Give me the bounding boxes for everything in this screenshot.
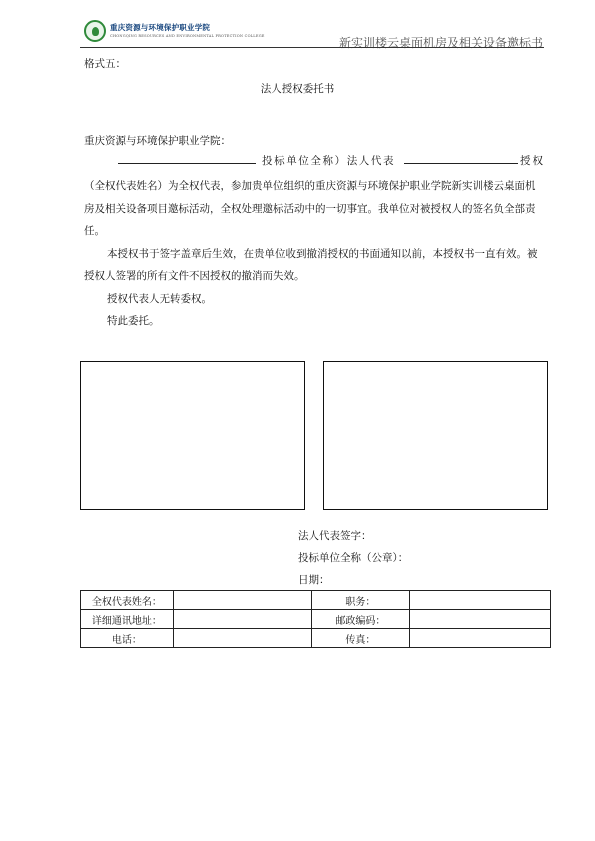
- authorization-line1-text: 投标单位全称）法人代表: [262, 155, 396, 167]
- representative-info-table: [80, 590, 551, 648]
- table-label: 邮政编码：: [311, 610, 410, 629]
- table-value-cell[interactable]: [410, 591, 551, 610]
- legal-rep-signature-label: 法人代表签字：: [298, 530, 372, 542]
- table-value-cell[interactable]: [173, 629, 311, 648]
- table-row: [81, 591, 551, 610]
- college-emblem-icon: [84, 20, 106, 42]
- authorization-line4: 任。: [84, 225, 105, 237]
- format-label: 格式五：: [84, 58, 126, 70]
- table-value-cell[interactable]: [410, 629, 551, 648]
- authorized-rep-id-box[interactable]: [323, 361, 548, 510]
- validity-line1: 本授权书于签字盖章后生效，在贵单位收到撤消授权的书面通知以前，本授权书一直有效。被: [107, 248, 538, 260]
- table-label: 电话：: [81, 629, 174, 648]
- no-sub-delegation: 授权代表人无转委权。: [107, 293, 212, 305]
- table-label: 全权代表姓名：: [81, 591, 174, 610]
- authorization-line1-end: 授权: [520, 155, 545, 167]
- authorization-line3: 房及相关设备项目邀标活动，全权处理邀标活动中的一切事宜。我单位对被授权人的签名负全部责: [84, 203, 536, 215]
- header-title: 新实训楼云桌面机房及相关设备邀标书: [338, 36, 543, 50]
- logo-english-name: CHONGQING RESOURCES AND ENVIRONMENTAL PROTECTION COLLEGE: [110, 34, 265, 38]
- addressee: 重庆资源与环境保护职业学院：: [84, 135, 231, 147]
- legal-rep-blank[interactable]: [404, 151, 518, 164]
- date-label: 日期：: [298, 574, 330, 586]
- company-name-blank[interactable]: [118, 151, 256, 164]
- college-logo: [84, 20, 265, 46]
- validity-line2: 授权人签署的所有文件不因授权的撤消而失效。: [84, 270, 305, 282]
- closing-statement: 特此委托。: [107, 315, 160, 327]
- header-divider: [80, 47, 544, 48]
- table-value-cell[interactable]: [410, 610, 551, 629]
- legal-rep-id-box[interactable]: [80, 361, 305, 510]
- table-value-cell[interactable]: [173, 610, 311, 629]
- table-label: 职务：: [311, 591, 410, 610]
- document-title: 法人授权委托书: [260, 83, 335, 95]
- table-label: 详细通讯地址：: [81, 610, 174, 629]
- table-value-cell[interactable]: [173, 591, 311, 610]
- logo-chinese-name: 重庆资源与环境保护职业学院: [110, 23, 211, 32]
- table-row: [81, 610, 551, 629]
- table-row: [81, 629, 551, 648]
- company-seal-label: 投标单位全称（公章）：: [298, 552, 409, 564]
- authorization-line2: （全权代表姓名）为全权代表，参加贵单位组织的重庆资源与环境保护职业学院新实训楼云桌面机: [84, 180, 536, 192]
- table-label: 传真：: [311, 629, 410, 648]
